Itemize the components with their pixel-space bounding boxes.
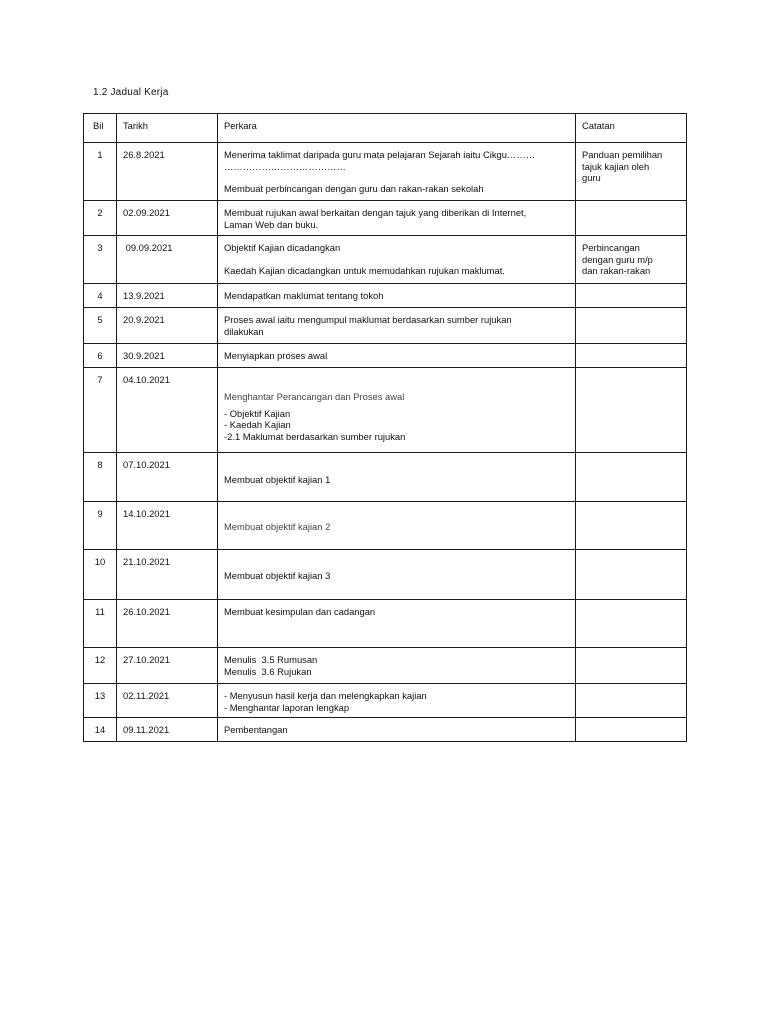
row-note	[576, 308, 687, 344]
table-row	[84, 201, 687, 236]
row-note	[576, 284, 687, 308]
table-row	[84, 718, 687, 742]
note-line: dan rakan-rakan	[582, 265, 651, 276]
task-line: Membuat kesimpulan dan cadangan	[224, 606, 376, 617]
row-date: 09.09.2021	[117, 236, 218, 284]
row-task	[218, 284, 576, 308]
task-line: …………………………………	[224, 160, 346, 172]
row-task	[218, 201, 576, 236]
table-row	[84, 453, 687, 502]
table-row	[84, 502, 687, 550]
task-line: - Objektif Kajian	[224, 407, 291, 419]
row-note	[576, 502, 687, 550]
task-line: Menulis 3.5 Rumusan	[224, 654, 318, 665]
table-row	[84, 684, 687, 718]
row-number: 10	[84, 550, 117, 600]
row-date: 02.11.2021	[117, 684, 218, 718]
table-row	[84, 368, 687, 453]
header-perkara: Perkara	[218, 114, 576, 143]
task-line: Membuat objektif kajian 3	[224, 570, 331, 581]
table-row	[84, 284, 687, 308]
table-header-row	[84, 114, 687, 143]
row-note	[576, 236, 687, 284]
row-note	[576, 718, 687, 742]
row-task	[218, 600, 576, 648]
row-number: 2	[84, 201, 117, 236]
work-schedule-table	[83, 113, 687, 742]
row-note	[576, 453, 687, 502]
task-line: Menulis 3.6 Rujukan	[224, 665, 312, 677]
task-line: Kaedah Kajian dicadangkan untuk memudahkan rujukan maklumat.	[224, 264, 505, 276]
row-date: 14.10.2021	[117, 502, 218, 550]
task-line: Menerima taklimat daripada guru mata pelajaran Sejarah iaitu Cikgu………	[224, 149, 536, 160]
row-task	[218, 344, 576, 368]
row-date: 07.10.2021	[117, 453, 218, 502]
row-date: 27.10.2021	[117, 648, 218, 684]
task-line: Pembentangan	[224, 724, 288, 735]
row-date: 20.9.2021	[117, 308, 218, 344]
task-line: dilakukan	[224, 325, 264, 337]
row-note	[576, 648, 687, 684]
task-line: Proses awal iaitu mengumpul maklumat berdasarkan sumber rujukan	[224, 314, 512, 325]
row-number: 11	[84, 600, 117, 648]
row-note	[576, 684, 687, 718]
row-number: 7	[84, 368, 117, 453]
table-row	[84, 344, 687, 368]
task-line: Laman Web dan buku.	[224, 218, 319, 230]
header-tarikh: Tarikh	[117, 114, 218, 143]
row-task	[218, 453, 576, 502]
table-row	[84, 308, 687, 344]
task-line: Objektif Kajian dicadangkan	[224, 242, 341, 253]
note-line: Perbincangan	[582, 242, 640, 253]
row-task	[218, 368, 576, 453]
task-line: - Menyusun hasil kerja dan melengkapkan kajian	[224, 690, 427, 701]
row-task	[218, 648, 576, 684]
row-note	[576, 600, 687, 648]
row-number: 13	[84, 684, 117, 718]
row-task	[218, 308, 576, 344]
task-line: - Kaedah Kajian	[224, 419, 291, 430]
row-number: 8	[84, 453, 117, 502]
row-note	[576, 368, 687, 453]
row-date: 04.10.2021	[117, 368, 218, 453]
row-date: 30.9.2021	[117, 344, 218, 368]
task-line: Membuat objektif kajian 1	[224, 474, 331, 485]
task-line: Membuat rujukan awal berkaitan dengan tajuk yang diberikan di Internet,	[224, 207, 527, 218]
row-date: 02.09.2021	[117, 201, 218, 236]
row-date: 26.10.2021	[117, 600, 218, 648]
header-catatan: Catatan	[576, 114, 687, 143]
row-number: 6	[84, 344, 117, 368]
task-line: Menyiapkan proses awal	[224, 350, 328, 361]
row-number: 12	[84, 648, 117, 684]
task-line: - Menghantar laporan lengkap	[224, 701, 350, 713]
note-line: dengan guru m/p	[582, 253, 653, 265]
row-task	[218, 684, 576, 718]
row-task	[218, 236, 576, 284]
row-number: 14	[84, 718, 117, 742]
row-note	[576, 344, 687, 368]
task-line: Mendapatkan maklumat tentang tokoh	[224, 290, 384, 301]
note-line: Panduan pemilihan	[582, 149, 663, 160]
table-row	[84, 236, 687, 284]
row-number: 4	[84, 284, 117, 308]
table-row	[84, 648, 687, 684]
row-number: 1	[84, 143, 117, 201]
row-note	[576, 550, 687, 600]
table-row	[84, 600, 687, 648]
task-line: Membuat perbincangan dengan guru dan rakan-rakan sekolah	[224, 183, 484, 194]
row-number: 3	[84, 236, 117, 284]
row-note	[576, 143, 687, 201]
row-task	[218, 550, 576, 600]
note-line: guru	[582, 172, 601, 183]
header-bil: Bil	[84, 114, 117, 143]
row-task	[218, 502, 576, 550]
row-note	[576, 201, 687, 236]
task-line: Menghantar Perancangan dan Proses awal	[224, 391, 405, 402]
table-row	[84, 143, 687, 201]
row-task	[218, 718, 576, 742]
section-heading: 1.2 Jadual Kerja	[93, 87, 169, 98]
table-row	[84, 550, 687, 600]
task-line: Membuat objektif kajian 2	[224, 521, 331, 532]
row-number: 9	[84, 502, 117, 550]
row-date: 13.9.2021	[117, 284, 218, 308]
task-line: -2.1 Maklumat berdasarkan sumber rujukan	[224, 430, 406, 442]
row-date: 21.10.2021	[117, 550, 218, 600]
row-date: 26.8.2021	[117, 143, 218, 201]
note-line: tajuk kajian oleh	[582, 160, 650, 172]
row-date: 09.11.2021	[117, 718, 218, 742]
row-task	[218, 143, 576, 201]
row-number: 5	[84, 308, 117, 344]
